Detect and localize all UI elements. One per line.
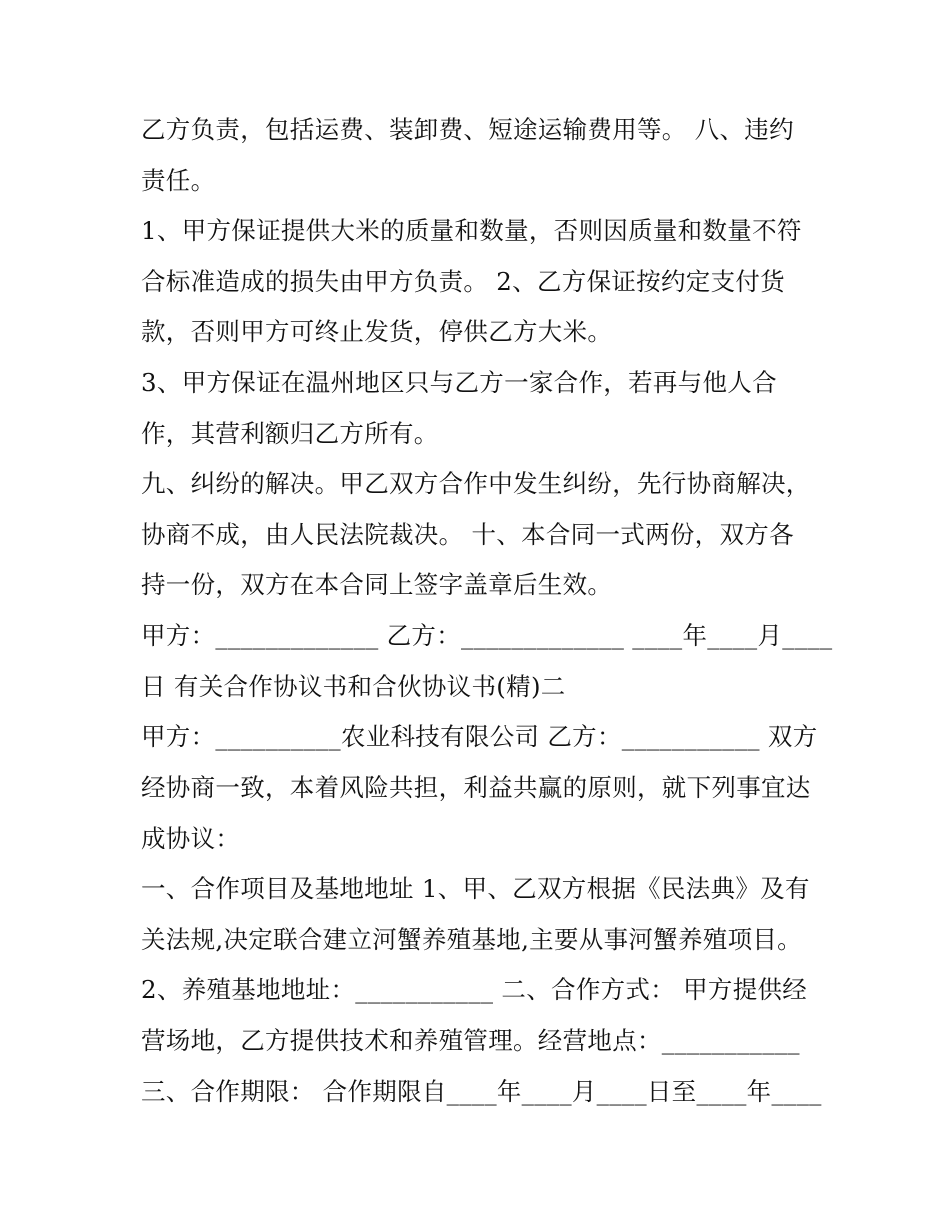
text-line: 协商不成，由人民法院裁决。 十、本合同一式两份，双方各 bbox=[141, 520, 794, 549]
text-line: 经协商一致，本着风险共担，利益共赢的原则，就下列事宜达 bbox=[141, 773, 811, 802]
text-line: 成协议： bbox=[141, 824, 241, 853]
text-line: 责任。 bbox=[141, 166, 216, 195]
text-line: 日 有关合作协议书和合伙协议书(精)二 bbox=[141, 672, 566, 701]
text-line: 乙方负责，包括运费、装卸费、短途运输费用等。 八、违约 bbox=[141, 115, 794, 144]
text-line: 持一份，双方在本合同上签字盖章后生效。 bbox=[141, 570, 613, 599]
text-line: 1、甲方保证提供大米的质量和数量，否则因质量和数量不符 bbox=[141, 216, 802, 245]
text-line: 甲方：__________农业科技有限公司 乙方：___________ 双方 bbox=[141, 722, 818, 751]
text-line: 甲方：_____________ 乙方：_____________ ____年____月____ bbox=[141, 621, 833, 650]
text-line: 关法规,决定联合建立河蟹养殖基地,主要从事河蟹养殖项目。 bbox=[141, 925, 802, 954]
text-line: 款，否则甲方可终止发货，停供乙方大米。 bbox=[141, 317, 613, 346]
text-line: 3、甲方保证在温州地区只与乙方一家合作，若再与他人合 bbox=[141, 368, 777, 397]
text-line: 营场地，乙方提供技术和养殖管理。经营地点：___________ bbox=[141, 1026, 800, 1055]
text-line: 一、合作项目及基地地址 1、甲、乙双方根据《民法典》及有 bbox=[141, 874, 810, 903]
text-line: 九、纠纷的解决。甲乙双方合作中发生纠纷，先行协商解决， bbox=[141, 469, 811, 498]
text-line: 作，其营利额归乙方所有。 bbox=[141, 419, 439, 448]
text-line: 合标准造成的损失由甲方负责。 2、乙方保证按约定支付货 bbox=[141, 267, 785, 296]
text-line: 2、养殖基地地址：___________ 二、合作方式： 甲方提供经 bbox=[141, 975, 808, 1004]
text-line: 三、合作期限： 合作期限自____年____月____日至____年____ bbox=[141, 1077, 822, 1106]
